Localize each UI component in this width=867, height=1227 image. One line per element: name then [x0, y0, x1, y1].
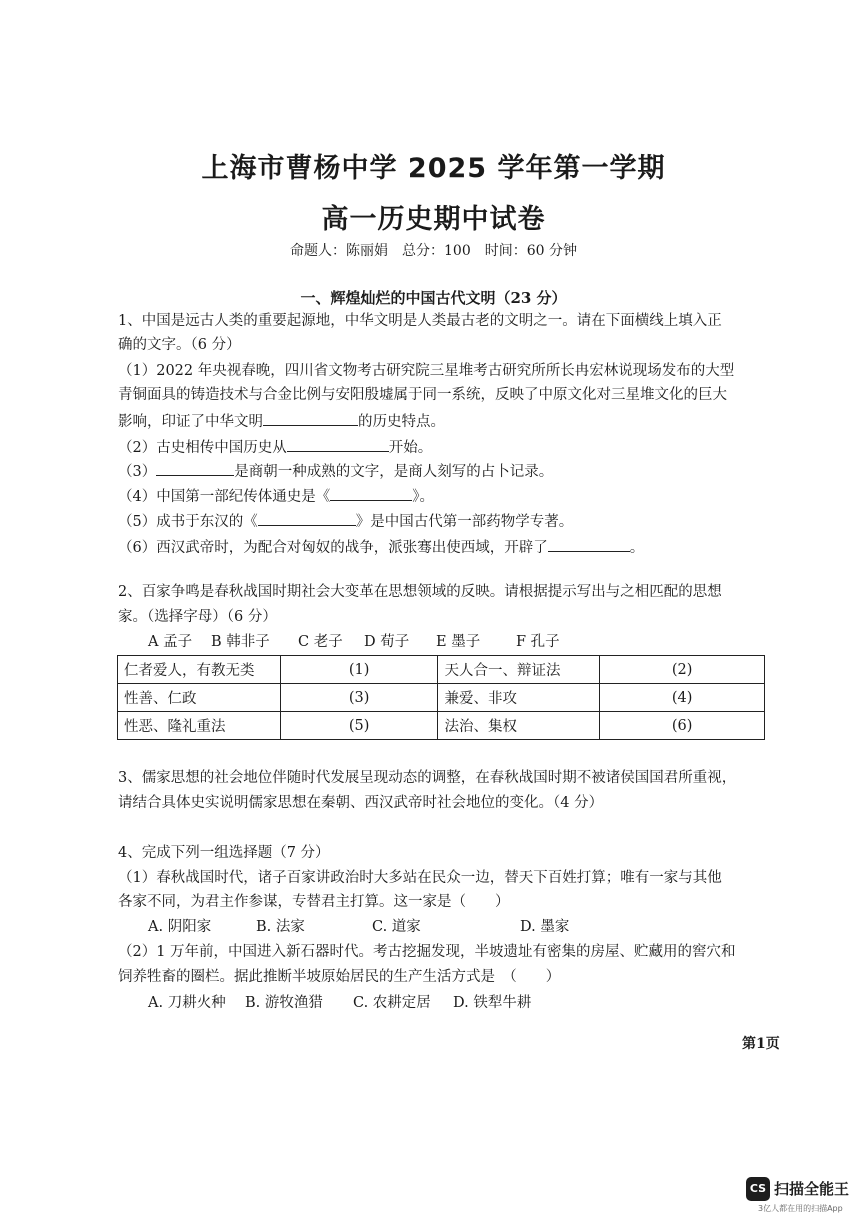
q2-options [148, 634, 576, 651]
q1-sub5-text-b: 》是中国古代第一部药物学专著。 [355, 514, 574, 530]
q2-match-table [117, 655, 765, 740]
q1-sub6-text-b: 。 [629, 540, 645, 556]
table-cell-answer[interactable]: (5) [280, 712, 438, 740]
choice-option[interactable]: A. 阴阳家 [148, 919, 212, 935]
q1-sub6 [118, 537, 644, 557]
q1-sub3-text-b: 是商朝一种成熟的文字，是商人刻写的占卜记录。 [234, 464, 554, 480]
q3-line1: 3、儒家思想的社会地位伴随时代发展呈现动态的调整，在春秋战国时期不被诸侯国国君所重视， [118, 770, 737, 786]
table-cell-answer[interactable]: (2) [600, 656, 765, 684]
q1-sub2-text-b: 开始。 [388, 440, 433, 456]
choice-option[interactable]: C. 农耕定居 [353, 995, 431, 1011]
choice-option[interactable]: B. 法家 [256, 919, 305, 935]
table-cell-answer[interactable]: (3) [280, 684, 438, 712]
camscanner-logo-icon: CS [746, 1177, 770, 1201]
section-heading: 一、辉煌灿烂的中国古代文明（23 分） [300, 289, 567, 307]
answer-blank[interactable] [258, 511, 356, 526]
q1-sub1-text-a: 影响，印证了中华文明 [118, 414, 263, 430]
answer-blank[interactable] [330, 486, 412, 501]
q4-part2-line1: （2）1 万年前，中国进入新石器时代。考古挖掘发现，半坡遗址有密集的房屋、贮藏用的窖穴和 [118, 944, 736, 960]
table-cell-hint: 性善、仁政 [118, 684, 281, 712]
exam-title-line2: 高一历史期中试卷 [321, 204, 546, 235]
q1-sub4-text-a: （4）中国第一部纪传体通史是《 [118, 489, 331, 505]
q1-sub4 [118, 486, 434, 506]
watermark-tagline: 3亿人都在用的扫描App [758, 1204, 843, 1213]
q4-stem: 4、完成下列一组选择题（7 分） [118, 845, 330, 861]
answer-blank[interactable] [263, 411, 358, 426]
table-cell-hint: 兼爱、非攻 [438, 684, 600, 712]
q1-sub2-text-a: （2）古史相传中国历史从 [118, 440, 287, 456]
q2-option: D 荀子 [364, 634, 410, 650]
table-row [118, 712, 765, 740]
table-cell-hint: 法治、集权 [438, 712, 600, 740]
q3-line2: 请结合具体史实说明儒家思想在秦朝、西汉武帝时社会地位的变化。（4 分） [118, 795, 604, 811]
table-cell-hint: 天人合一、辩证法 [438, 656, 600, 684]
q2-option: A 孟子 [148, 634, 193, 650]
choice-option[interactable]: D. 墨家 [520, 919, 570, 935]
choice-option[interactable]: C. 道家 [372, 919, 421, 935]
table-cell-hint: 仁者爱人，有教无类 [118, 656, 281, 684]
q1-sub1-line3 [118, 411, 445, 431]
table-cell-hint: 性恶、隆礼重法 [118, 712, 281, 740]
q2-option: F 孔子 [516, 634, 560, 650]
exam-title-line1: 上海市曹杨中学 2025 学年第一学期 [201, 153, 666, 184]
q1-sub3 [118, 461, 553, 481]
watermark-name: 扫描全能王 [774, 1180, 850, 1198]
answer-blank[interactable] [156, 461, 234, 476]
q1-sub3-text-a: （3） [118, 464, 157, 480]
q2-stem-line1: 2、百家争鸣是春秋战国时期社会大变革在思想领域的反映。请根据提示写出与之相匹配的思想 [118, 584, 722, 600]
q1-sub4-text-b: 》。 [412, 489, 434, 505]
exam-meta: 命题人：陈丽娟 总分：100 时间：60 分钟 [290, 243, 577, 259]
q4-part1-line2: 各家不同，为君主作参谋，专替君主打算。这一家是（ ） [118, 894, 510, 910]
scanner-watermark [746, 1177, 856, 1217]
q1-sub5-text-a: （5）成书于东汉的《 [118, 514, 258, 530]
q4-part1-line1: （1）春秋战国时代，诸子百家讲政治时大多站在民众一边，替天下百姓打算；唯有一家与其他 [118, 870, 722, 886]
table-cell-answer[interactable]: (1) [280, 656, 438, 684]
q4-part2-options [148, 995, 543, 1012]
q4-part2-line2: 饲养牲畜的圈栏。据此推断半坡原始居民的生产生活方式是 （ ） [118, 969, 561, 985]
q1-sub1-text-b: 的历史特点。 [358, 414, 445, 430]
choice-option[interactable]: B. 游牧渔猎 [245, 995, 323, 1011]
q2-option: E 墨子 [436, 634, 481, 650]
answer-blank[interactable] [548, 537, 630, 552]
q1-stem-line2: 确的文字。（6 分） [118, 337, 241, 353]
q2-option: C 老子 [298, 634, 343, 650]
q1-stem-line1: 1、中国是远古人类的重要起源地，中华文明是人类最古老的文明之一。请在下面横线上填入正 [118, 313, 722, 329]
table-row [118, 684, 765, 712]
q1-sub1-line2: 青铜面具的铸造技术与合金比例与安阳殷墟属于同一系统，反映了中原文化对三星堆文化的巨大 [118, 387, 727, 403]
q4-part1-options [148, 919, 600, 936]
q1-sub1-line1: （1）2022 年央视春晚，四川省文物考古研究院三星堆考古研究所所长冉宏林说现场发布的大型 [118, 363, 735, 379]
table-cell-answer[interactable]: (4) [600, 684, 765, 712]
q1-sub2 [118, 437, 432, 457]
table-cell-answer[interactable]: (6) [600, 712, 765, 740]
q2-stem-line2: 家。（选择字母）（6 分） [118, 609, 277, 625]
q1-sub5 [118, 511, 573, 531]
q2-option: B 韩非子 [211, 634, 270, 650]
page-number: 第1页 [742, 1036, 780, 1052]
answer-blank[interactable] [287, 437, 389, 452]
choice-option[interactable]: D. 铁犁牛耕 [453, 995, 532, 1011]
table-row [118, 656, 765, 684]
choice-option[interactable]: A. 刀耕火种 [148, 995, 226, 1011]
q1-sub6-text-a: （6）西汉武帝时，为配合对匈奴的战争，派张骞出使西域，开辟了 [118, 540, 548, 556]
